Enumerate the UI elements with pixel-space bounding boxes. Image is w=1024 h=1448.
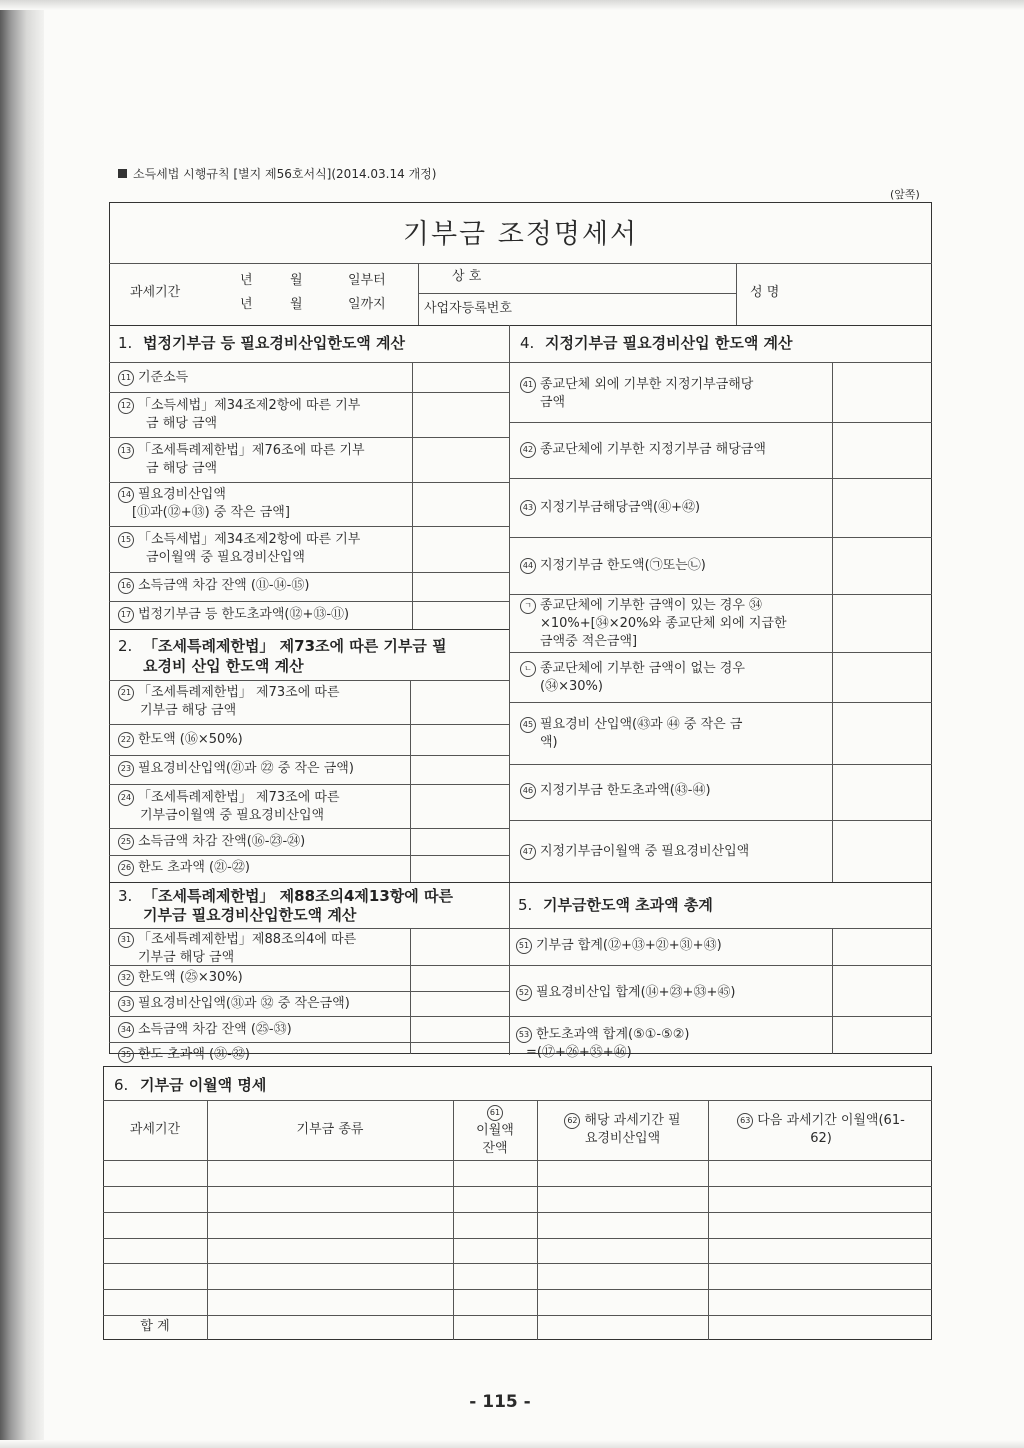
divider	[109, 784, 509, 785]
s4-row-46: 46 지정기부금 한도초과액(㊸-㊹)	[520, 782, 711, 800]
s3-row-31: 31 「조세특례제한법」제88조의4에 따른 기부금 해당 금액	[118, 931, 356, 967]
day-to: 일까지	[348, 297, 386, 312]
divider	[509, 965, 932, 966]
divider	[109, 755, 509, 756]
divider	[509, 422, 932, 423]
divider	[412, 601, 413, 629]
divider	[509, 764, 932, 765]
item-32-num: 32	[118, 970, 134, 986]
divider	[509, 882, 932, 883]
s5-row-53: 53 한도초과액 합계(⑤①-⑤②) =(⑰+㉖+㉟+㊻)	[516, 1026, 690, 1062]
divider	[109, 724, 509, 725]
divider	[109, 362, 509, 363]
section6-number: 6.	[114, 1076, 129, 1094]
item-a-num: ㄱ	[520, 598, 536, 614]
divider	[109, 263, 932, 264]
form-reference-text: 소득세법 시행규칙 [별지 제56호서식](2014.03.14 개정)	[133, 167, 437, 181]
divider	[509, 594, 932, 595]
s1-row-13: 13 「조세특례제한법」제76조에 따른 기부 금 해당 금액	[118, 442, 365, 478]
divider	[509, 652, 932, 653]
name-label: 성 명	[750, 285, 780, 300]
s2-row-26: 26 한도 초과액 (㉑-㉒)	[118, 859, 250, 877]
s3-row-32: 32 한도액 (㉕×30%)	[118, 969, 243, 987]
divider	[109, 392, 509, 393]
divider	[736, 263, 737, 325]
divider	[109, 855, 509, 856]
col-next-header: 63 다음 과세기간 이월액(61- 62)	[714, 1112, 928, 1148]
divider	[418, 263, 419, 325]
year-from: 년	[240, 273, 253, 288]
s2-row-24: 24 「조세특례제한법」 제73조에 따른 기부금이월액 중 필요경비산입액	[118, 789, 340, 825]
item-44-num: 44	[520, 558, 536, 574]
section4-number: 4.	[520, 334, 535, 352]
s1-row-17: 17 법정기부금 등 한도초과액(⑫+⑬-⑪)	[118, 606, 349, 624]
divider	[109, 325, 932, 326]
s4-row-44: 44 지정기부금 한도액(㉠또는㉡)	[520, 557, 706, 575]
s4-row-43: 43 지정기부금해당금액(㊶+㊷)	[520, 499, 700, 517]
item-52-num: 52	[516, 985, 532, 1001]
item-47-num: 47	[520, 844, 536, 860]
divider	[832, 362, 833, 882]
divider	[109, 437, 509, 438]
s1-row-11: 11 기준소득	[118, 369, 188, 387]
divider	[103, 1212, 932, 1213]
divider	[103, 1186, 932, 1187]
s4-row-42: 42 종교단체에 기부한 지정기부금 해당금액	[520, 441, 766, 459]
col-carry-header: 61 이월액 잔액	[453, 1104, 537, 1158]
divider	[109, 1016, 509, 1017]
s1-row-15: 15 「소득세법」제34조제2항에 따른 기부 금이월액 중 필요경비산입액	[118, 531, 360, 567]
item-14-num: 14	[118, 487, 134, 503]
divider	[109, 928, 509, 929]
divider	[418, 293, 736, 294]
s4-row-47: 47 지정기부금이월액 중 필요경비산입액	[520, 843, 749, 861]
page-top-edge	[0, 0, 1024, 10]
page-number: - 115 -	[469, 1392, 531, 1412]
divider	[109, 482, 509, 483]
divider	[509, 537, 932, 538]
divider	[109, 991, 509, 992]
s4-row-41: 41 종교단체 외에 기부한 지정기부금해당 금액	[520, 376, 830, 412]
section5-title: 기부금한도액 초과액 총계	[543, 896, 713, 914]
divider	[109, 1042, 509, 1043]
item-31-num: 31	[118, 932, 134, 948]
item-41-num: 41	[520, 377, 536, 393]
divider	[509, 928, 932, 929]
item-33-num: 33	[118, 996, 134, 1012]
divider	[109, 680, 509, 681]
s2-row-22: 22 한도액 (⑯×50%)	[118, 731, 243, 749]
s3-row-35: 35 한도 초과액 (㉛-㉜)	[118, 1046, 250, 1064]
section3-number: 3.	[118, 887, 133, 905]
period-label: 과세기간	[130, 285, 181, 300]
s4-row-b: ㄴ 종교단체에 기부한 금액이 없는 경우 (㉞×30%)	[520, 660, 745, 696]
divider	[109, 828, 509, 829]
s5-row-51: 51 기부금 합계(⑫+⑬+㉑+㉛+㊸)	[516, 937, 722, 955]
divider	[109, 601, 509, 602]
divider	[109, 882, 509, 883]
s4-row-a: ㄱ 종교단체에 기부한 금액이 있는 경우 ㉞ ×10%+[㉞×20%와 종교단체 외에 지급한 금액중 적은금액]	[520, 597, 787, 651]
form-title: 기부금 조정명세서	[402, 219, 639, 250]
item-26-num: 26	[118, 860, 134, 876]
divider	[109, 526, 509, 527]
divider	[103, 1160, 932, 1161]
divider	[832, 928, 833, 1054]
divider	[708, 1100, 709, 1340]
col-period-header: 과세기간	[129, 1122, 181, 1137]
divider	[410, 680, 411, 882]
divider	[509, 820, 932, 821]
year-to: 년	[240, 297, 253, 312]
item-45-num: 45	[520, 717, 536, 733]
item-15-num: 15	[118, 532, 134, 548]
square-bullet-icon	[118, 169, 127, 178]
book-spine-shadow	[0, 0, 44, 1448]
total-row-label: 합 계	[140, 1319, 170, 1334]
divider	[103, 1263, 932, 1264]
item-46-num: 46	[520, 783, 536, 799]
item-42-num: 42	[520, 442, 536, 458]
s1-row-12: 12 「소득세법」제34조제2항에 따른 기부 금 해당 금액	[118, 397, 360, 433]
item-23-num: 23	[118, 761, 134, 777]
section1-number: 1.	[118, 334, 133, 352]
month-to: 월	[290, 297, 303, 312]
section2-number: 2.	[118, 637, 133, 655]
item-b-num: ㄴ	[520, 661, 536, 677]
item-13-num: 13	[118, 443, 134, 459]
month-from: 월	[290, 273, 303, 288]
item-22-num: 22	[118, 732, 134, 748]
item-11-num: 11	[118, 370, 134, 386]
divider	[103, 1100, 932, 1101]
page-bottom-edge	[0, 1440, 1024, 1448]
divider	[509, 1016, 932, 1017]
item-35-num: 35	[118, 1047, 134, 1063]
company-label: 상 호	[452, 269, 482, 284]
s3-row-33: 33 필요경비산입액(㉛과 ㉜ 중 작은금액)	[118, 995, 350, 1013]
divider	[109, 965, 509, 966]
divider	[103, 1238, 932, 1239]
col-kind-header: 기부금 종류	[296, 1122, 364, 1137]
bizno-label: 사업자등록번호	[424, 301, 512, 316]
section3-title-line2: 기부금 필요경비산입한도액 계산	[143, 906, 357, 924]
item-53-num: 53	[516, 1027, 532, 1043]
item-51-num: 51	[516, 938, 532, 954]
divider	[109, 572, 509, 573]
s3-row-34: 34 소득금액 차감 잔액 (㉕-㉝)	[118, 1021, 292, 1039]
item-24-num: 24	[118, 790, 134, 806]
item-34-num: 34	[118, 1022, 134, 1038]
s4-row-45: 45 필요경비 산입액(㊸과 ㊹ 중 작은 금 액)	[520, 716, 742, 752]
s2-row-21: 21 「조세특례제한법」 제73조에 따른 기부금 해당 금액	[118, 684, 340, 720]
divider	[509, 702, 932, 703]
section1-title: 법정기부금 등 필요경비산입한도액 계산	[143, 334, 405, 352]
s2-row-23: 23 필요경비산입액(㉑과 ㉒ 중 작은 금액)	[118, 760, 354, 778]
divider	[509, 362, 932, 363]
form-reference-note	[118, 165, 436, 182]
divider	[109, 629, 509, 630]
divider	[103, 1315, 932, 1316]
section4-title: 지정기부금 필요경비산입 한도액 계산	[545, 334, 793, 352]
front-side-label: (앞쪽)	[890, 188, 920, 201]
section6-title: 기부금 이월액 명세	[140, 1076, 267, 1094]
divider	[509, 478, 932, 479]
item-17-num: 17	[118, 607, 134, 623]
item-25-num: 25	[118, 834, 134, 850]
section2-title-line2: 요경비 산입 한도액 계산	[143, 657, 304, 675]
item-43-num: 43	[520, 500, 536, 516]
item-12-num: 12	[118, 398, 134, 414]
item-16-num: 16	[118, 578, 134, 594]
column-divider	[509, 325, 510, 1055]
s1-row-14: 14 필요경비산입액 [⑪과(⑫+⑬) 중 작은 금액]	[118, 486, 290, 522]
section3-title-line1: 「조세특례제한법」 제88조의4제13항에 따른	[143, 887, 453, 905]
section2-title-line1: 「조세특례제한법」 제73조에 따른 기부금 필	[143, 637, 447, 655]
s5-row-52: 52 필요경비산입 합계(⑭+㉓+㉝+㊺)	[516, 984, 735, 1002]
section5-number: 5.	[518, 896, 533, 914]
day-from: 일부터	[348, 273, 386, 288]
divider	[103, 1289, 932, 1290]
item-21-num: 21	[118, 685, 134, 701]
s1-row-16: 16 소득금액 차감 잔액 (⑪-⑭-⑮)	[118, 577, 309, 595]
s2-row-25: 25 소득금액 차감 잔액(⑯-㉓-㉔)	[118, 833, 305, 851]
col-deduct-header: 62 해당 과세기간 필 요경비산입액	[537, 1112, 708, 1148]
